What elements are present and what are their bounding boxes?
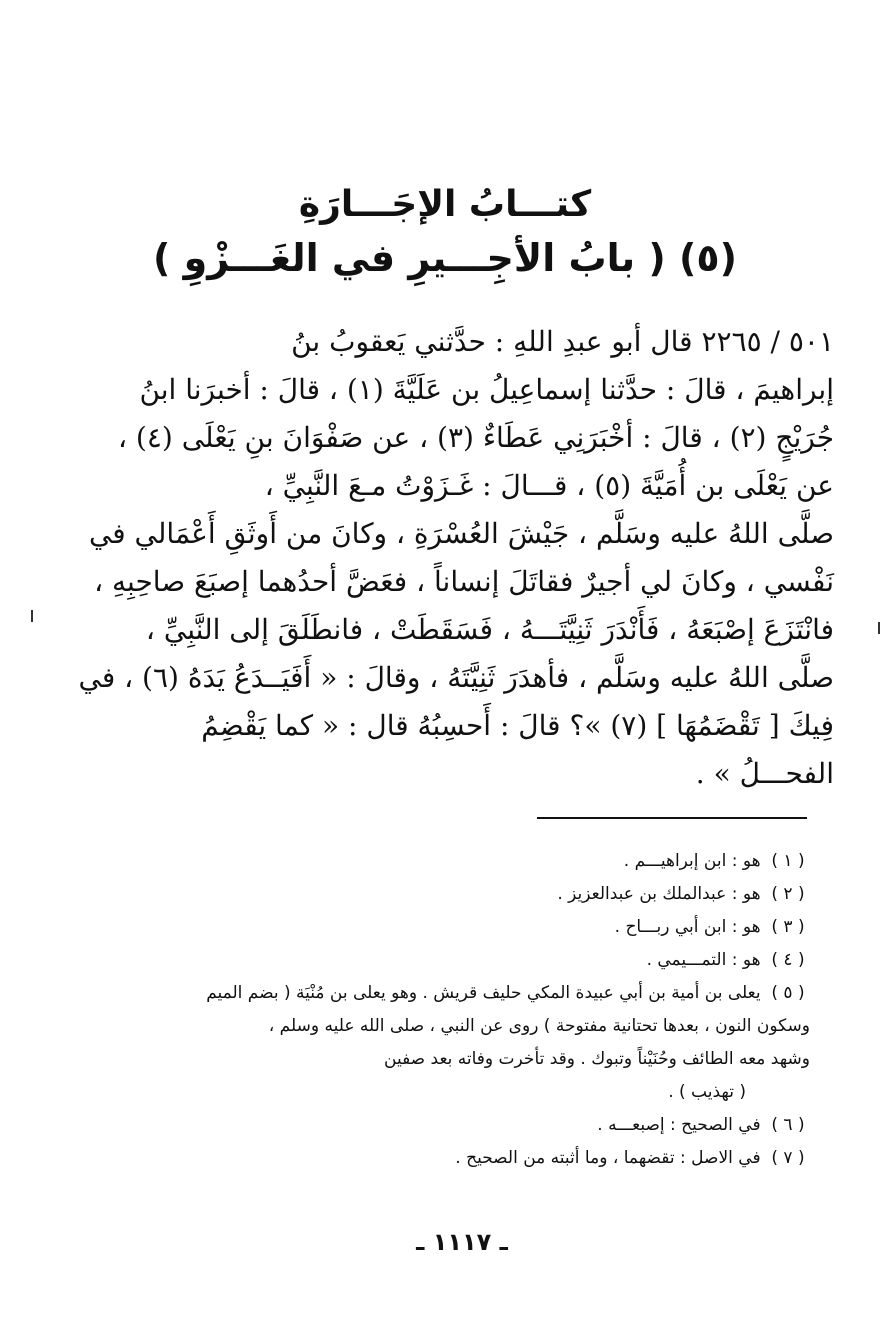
footnote-text: هو : عبدالملك بن عبدالعزيز . (557, 884, 761, 904)
footnote-text: ( تهذيب ) . (668, 1082, 746, 1102)
footnote-number: ( ٥ ) (771, 983, 805, 1003)
footnote (140, 846, 810, 879)
margin-mark (31, 610, 33, 622)
body-line: إبراهيمَ ، قالَ : حدَّثنا إسماعِيلُ بن عَلَيَّةَ (١) ، قالَ : أخبرَنا ابنُ (139, 373, 834, 406)
body-line: الفحـــلُ » . (695, 757, 834, 790)
footnote (140, 879, 810, 912)
footnote-number: ( ٤ ) (771, 950, 805, 970)
footnote-text: هو : التمـــيمي . (646, 950, 761, 970)
footnote-continuation (140, 1077, 810, 1110)
footnote-divider (537, 817, 807, 819)
footnote-number: ( ٧ ) (771, 1148, 805, 1168)
footnote (140, 912, 810, 945)
footnote (140, 1143, 810, 1176)
hadith-text (78, 322, 834, 802)
body-line: ٥٠١ / ٢٢٦٥ قال أبو عبدِ اللهِ : حدَّثني يَعقوبُ بنُ (291, 325, 834, 358)
footnote (140, 945, 810, 978)
body-line: نَفْسي ، وكانَ لي أجيرٌ فقاتَلَ إنساناً ، فعَضَّ أحدُهما إصبَعَ صاحِبِهِ ، (94, 565, 834, 598)
footnote-number: ( ٣ ) (771, 917, 805, 937)
footnote-text: هو : ابن إبراهيـــم . (623, 851, 761, 871)
footnote-text: في الاصل : تقضهما ، وما أثبته من الصحيح . (455, 1148, 761, 1168)
body-line: فانْتَزَعَ إصْبَعَهُ ، فَأَنْدَرَ ثَنِيَّتَـــهُ ، فَسَقَطَتْ ، فانطَلَقَ إلى النَّبِيِّ ، (145, 613, 834, 646)
footnote-text: وسكون النون ، بعدها تحتانية مفتوحة ) روى عن النبي ، صلى الله عليه وسلم ، (268, 1016, 810, 1036)
margin-mark (878, 622, 880, 634)
footnote-number: ( ٦ ) (771, 1115, 805, 1135)
footnotes (140, 846, 810, 1176)
footnote-text: هو : ابن أبي ربـــاح . (614, 917, 761, 937)
footnote-number: ( ٢ ) (771, 884, 805, 904)
body-line: عن يَعْلَى بن أُمَيَّةَ (٥) ، قـــالَ : غَـزَوْتُ مـعَ النَّبِيِّ ، (264, 469, 834, 502)
chapter-title: (٥) ( بابُ الأجِـــيرِ في الغَـــزْوِ ) (153, 236, 737, 280)
page-number: ـ ١١١٧ ـ (416, 1228, 508, 1256)
footnote-number: ( ١ ) (771, 851, 805, 871)
body-line: صلَّى اللهُ عليه وسَلَّم ، فأهدَرَ ثَنِيَّتَهُ ، وقالَ : « أَفَيَــدَعُ يَدَهُ (٦) ، في (78, 661, 834, 694)
footnote-text: في الصحيح : إصبعـــه . (597, 1115, 761, 1135)
body-line: جُرَيْجٍ (٢) ، قالَ : أخْبَرَنِي عَطَاءٌ (٣) ، عن صَفْوَانَ بنِ يَعْلَى (٤) ، (117, 421, 834, 454)
body-line: فِيكَ [ تَقْضَمُهَا ] (٧) »؟ قالَ : أَحسِبُهُ قال : « كما يَقْضِمُ (201, 709, 834, 742)
body-line: صلَّى اللهُ عليه وسَلَّم ، جَيْشَ العُسْرَةِ ، وكانَ من أَوثَقِ أَعْمَالي في (88, 517, 834, 550)
footnote-continuation (140, 1044, 810, 1077)
footnote (140, 1110, 810, 1143)
book-title: كتـــابُ الإجَـــارَةِ (298, 184, 592, 225)
footnote-text: وشهد معه الطائف وحُنَيْناً وتبوك . وقد تأخرت وفاته بعد صفين (384, 1049, 810, 1069)
footnote (140, 978, 810, 1011)
footnote-text: يعلى بن أمية بن أبي عبيدة المكي حليف قريش . وهو يعلى بن مُنْيَة ( بضم الميم (206, 983, 761, 1003)
footnote-continuation (140, 1011, 810, 1044)
